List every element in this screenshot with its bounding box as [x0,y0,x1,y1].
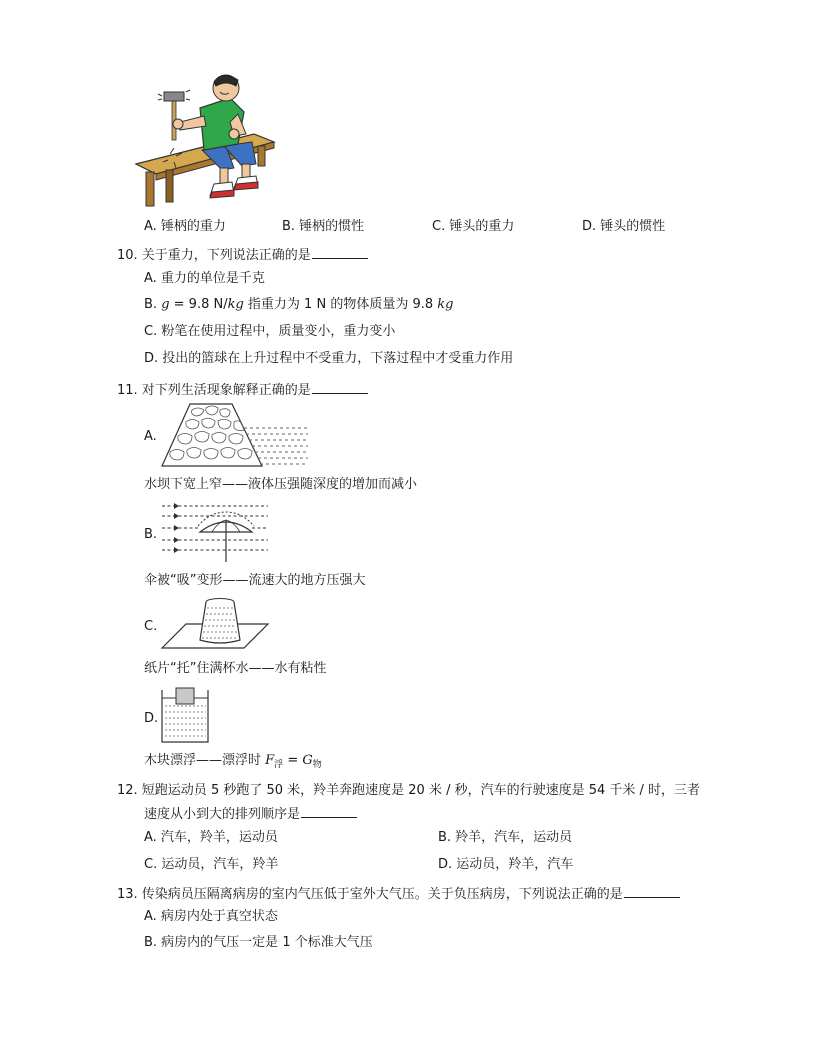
q10-option-b: B. g = 9.8 N/kg 指重力为 1 N 的物体质量为 9.8 kg [144,297,454,312]
hammer-man-illustration [134,72,280,212]
q11-option-c-label: C. [144,619,158,634]
q12-stem-line2: 速度从小到大的排列顺序是 [144,805,357,824]
q9-option-b: B. 锤柄的惯性 [282,219,365,234]
q10-option-d: D. 投出的篮球在上升过程中不受重力，下落过程中才受重力作用 [144,351,514,366]
answer-blank [624,885,680,898]
q13-option-a: A. 病房内处于真空状态 [144,909,278,924]
answer-blank [312,246,368,259]
q10-stem: 10. 关于重力，下列说法正确的是 [117,246,368,265]
q10-option-c: C. 粉笔在使用过程中，质量变小，重力变小 [144,324,396,339]
q11-option-a-label: A. [144,429,157,444]
floating-block-illustration [160,686,210,744]
q11-option-a-text: 水坝下宽上窄——液体压强随深度的增加而减小 [144,477,418,492]
answer-blank [301,805,357,818]
q9-option-a: A. 锤柄的重力 [144,219,226,234]
q11-option-b-label: B. [144,527,158,542]
answer-blank [312,381,368,394]
q9-option-d: D. 锤头的惯性 [582,219,666,234]
q13-stem: 13. 传染病员压隔离病房的室内气压低于室外大气压。关于负压病房，下列说法正确的是 [117,885,680,904]
q10-option-a: A. 重力的单位是千克 [144,271,265,286]
q11-stem: 11. 对下列生活现象解释正确的是 [117,381,368,400]
q12-stem-line1: 12. 短跑运动员 5 秒跑了 50 米，羚羊奔跑速度是 20 米 / 秒，汽车的行驶速度是 54 千米 / 时，三者 [117,783,701,798]
q13-option-b: B. 病房内的气压一定是 1 个标准大气压 [144,935,373,950]
q11-option-b-text: 伞被“吸”变形——流速大的地方压强大 [144,573,366,588]
dam-illustration [160,402,310,468]
cup-paper-illustration [160,596,272,654]
q9-option-c: C. 锤头的重力 [432,219,515,234]
q12-option-b: B. 羚羊，汽车，运动员 [438,830,573,845]
q11-option-d-label: D. [144,711,159,726]
q12-option-d: D. 运动员，羚羊，汽车 [438,857,574,872]
umbrella-airflow-illustration [160,498,270,564]
q11-option-d-text: 木块漂浮——漂浮时 $F_浮 = G_物$ [144,753,322,770]
q11-option-c-text: 纸片“托”住满杯水——水有粘性 [144,661,327,676]
q12-option-c: C. 运动员，汽车，羚羊 [144,857,279,872]
q12-option-a: A. 汽车，羚羊，运动员 [144,830,278,845]
